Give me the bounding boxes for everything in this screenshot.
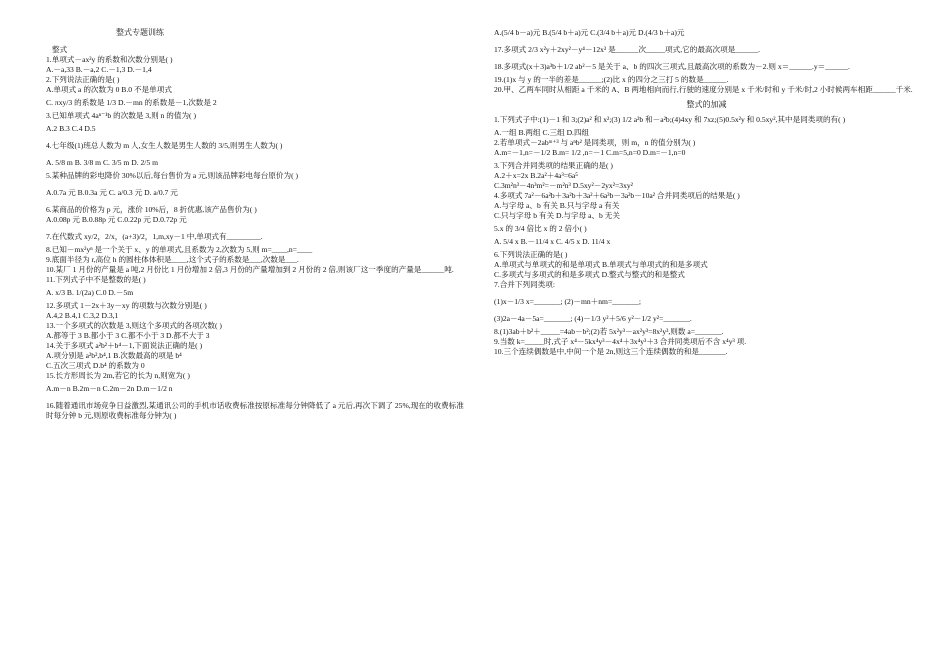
answer-options: A.(5/4 b－a)元 B.(5/4 b＋a)元 C.(3/4 b＋a)元 D.(4/3 b＋a)元 — [494, 28, 685, 37]
question-line: 2.下列说法正确的是( ) — [46, 74, 120, 84]
question-line: 8.已知－mx²yⁿ 是一个关于 x、y 的单项式,且系数为 2,次数为 5,则 m=____,n=____ — [46, 244, 313, 254]
answer-options: A.－a,33 B.－a,2 C.－1,3 D.－1,4 — [46, 64, 152, 74]
answer-options: A. 5/8 m B. 3/8 m C. 3/5 m D. 2/5 m — [46, 157, 159, 167]
question-line: 18.多项式(x＋3)a³b＋1/2 ab²－5 是关于 a、b 的四次三项式,且最高次项的系数为－2.则 x＝______.y＝______. — [494, 62, 850, 72]
question-line: 4.七年级(1)班总人数为 m 人,女生人数是男生人数的 3/5,则男生人数为( ) — [46, 140, 283, 150]
question-line: 10.某厂 1 月份的产量是 a 吨,2 月份比 1 月份增加 2 倍,3 月份的产量增加到 2 月份的 2 倍,则该厂这一季度的产量是______吨. — [46, 264, 454, 274]
answer-options: A.4,2 B.4,1 C.3,2 D.3,1 — [46, 310, 119, 320]
answer-options: A. x/3 B. 1/(2a) C.0 D.－5m — [46, 287, 134, 297]
question-line: 6.下列说法正确的是( ) — [494, 249, 568, 259]
question-line: 2.若单项式－2abᵐ⁺³ 与 aⁿb² 是同类项，则 m，n 的值分别为( ) — [494, 137, 696, 147]
question-line: 12.多项式 1－2x＋3y－xy 的项数与次数分别是( ) — [46, 300, 207, 310]
question-line: 5.某种品牌的彩电降价 30%以后,每台售价为 a 元,则该品牌彩电每台原价为( ) — [46, 170, 299, 180]
answer-options: A. 5/4 x B.－11/4 x C. 4/5 x D. 11/4 x — [494, 236, 611, 246]
fill-blank-line: (1)x－1/3 x=_______; (2)－mn＋nm=_______; — [494, 296, 641, 306]
fill-blank-line: 10.三个连续偶数是中,中间一个是 2n,则这三个连续偶数的和是_______. — [494, 346, 728, 356]
answer-options: A.与字母 a、b 有关 B.只与字母 a 有关 — [494, 200, 620, 210]
section-heading-zhengshi: 整式 — [52, 44, 68, 54]
question-line: 19.(1)x 与 y 的一半的差是______;(2)比 x 的四分之三打 5 的数是______. — [494, 75, 729, 85]
fill-blank-line: 9.当数 k=_____时,式子 x⁴－5kx⁴y³－4x⁴＋3x⁴y³＋3 合并同类项后不含 x⁴y³ 项. — [494, 336, 747, 346]
question-line: 20.甲、乙两车同时从相距 a 千米的 A、B 两地相向而行,行驶的速度分别是 x 千米/时和 y 千米/时,2 小时候两车相距______千米. — [494, 85, 913, 95]
question-line: 15.长方形周长为 2m,若它的长为 n,则宽为( ) — [46, 370, 190, 380]
answer-options: A.0.7a 元 B.0.3a 元 C. a/0.3 元 D. a/0.7 元 — [46, 187, 178, 197]
answer-options: A.m=－1,n=－1/2 B.m= 1/2 ,n=－1 C.m=5,n=0 D.m=－1,n=0 — [494, 147, 686, 157]
answer-options: A.2 B.3 C.4 D.5 — [46, 123, 96, 133]
question-line: 11.下列式子中不是整数的是( ) — [46, 274, 146, 284]
worksheet-title: 整式专题训练 — [116, 28, 164, 37]
answer-options: C. πxy/3 的系数是 1/3 D.－mn 的系数是－1,次数是 2 — [46, 97, 217, 107]
answer-options: C.3m²n³－4n³m²=－m²n³ D.5xy²－2yx²=3xy² — [494, 180, 633, 190]
question-line: 3.已知单项式 4aⁿ⁻¹b 的次数是 3,则 n 的值为( ) — [46, 110, 196, 120]
fill-blank-line: (3)2a－4a－5a=_______; (4)－1/3 y²＋5/6 y²－1/2 y²=_______. — [494, 313, 692, 323]
left-column — [46, 28, 471, 421]
question-line: 13.一个多项式的次数是 3,则这个多项式的各项次数( ) — [46, 320, 222, 330]
question-line: 14.关于多项式 a²b²＋b⁴－1,下面说法正确的是( ) — [46, 340, 203, 350]
answer-options: C.五次三项式 D.b⁴ 的系数为 0 — [46, 360, 145, 370]
question-line: 7.合并下列同类项: — [494, 279, 555, 289]
answer-options: A.一组 B.两组 C.三组 D.四组 — [494, 127, 590, 137]
answer-options: A.都等于 3 B.都小于 3 C.都不小于 3 D.都不大于 3 — [46, 330, 210, 340]
question-line: 3.下列合并同类项的结果正确的是( ) — [494, 160, 613, 170]
question-line: 9.底面半径为 r,高位 h 的圆柱体体积是____,这个式子的系数是___,次数是___. — [46, 254, 299, 264]
answer-options: A.0.08p 元 B.0.88p 元 C.0.22p 元 D.0.72p 元 — [46, 214, 187, 224]
question-line: 1.下列式子中:(1)－1 和 3;(2)a² 和 x²;(3) 1/2 a²b 和－a²b;(4)4xy 和 7xz;(5)0.5x²y 和 0.5xy²,其中是同类项的有( ) — [494, 114, 846, 124]
question-line: 4.多项式 7a²－6a²b＋3a²b＋3a²＋6a³b－3a²b－10a² 合并同类项后的结果是( ) — [494, 190, 740, 200]
fill-blank-line: 8.(1)3ab＋b²＋_____=4ab－b²;(2)若 5x²y³－ax²y³=8x²y³,则数 a=_______. — [494, 326, 724, 336]
section-heading-jiajian: 整式的加减 — [686, 100, 727, 110]
question-line: 16.随着通讯市场竞争日益激烈,某通讯公司的手机市话收费标准按原标准每分钟降低了 a 元后,再次下调了 25%,现在的收费标准时每分钟 b 元,则原收费标准每分钟为( ) — [46, 401, 464, 421]
answer-options: A.项分别是 a²b²,b⁴,1 B.次数最高的项是 b⁴ — [46, 350, 182, 360]
question-line: 7.在代数式 xy/2，2/x，(a+3)/2，1,m,xy－1 中,单项式有_________. — [46, 231, 263, 241]
question-line: 6.某商品的价格为 p 元，涨价 10%后，8 折优惠,该产品售价为( ) — [46, 204, 257, 214]
question-line: 5.x 的 3/4 倍比 x 的 2 倍小( ) — [494, 223, 587, 233]
answer-options: C.多项式与多项式的和是多项式 D.整式与整式的和是整式 — [494, 269, 685, 279]
answer-options: A.单项式 a 的次数为 0 B.0 不是单项式 — [46, 84, 172, 94]
right-column — [494, 28, 919, 357]
answer-options: A.单项式与单项式的和是单项式 B.单项式与单项式的和是多项式 — [494, 259, 708, 269]
answer-options: A.m－n B.2m－n C.2m－2n D.m－1/2 n — [46, 383, 173, 393]
answer-options: C.只与字母 b 有关 D.与字母 a、b 无关 — [494, 210, 620, 220]
answer-options: A.2＋x=2x B.2a²＋4a³=6a⁵ — [494, 170, 578, 180]
question-line: 1.单项式－ax²y 的系数和次数分别是( ) — [46, 54, 173, 64]
question-line: 17.多项式 2/3 x²y＋2xy²－y⁴－12x³ 是______次_____项式,它的最高次项是______. — [494, 45, 760, 55]
